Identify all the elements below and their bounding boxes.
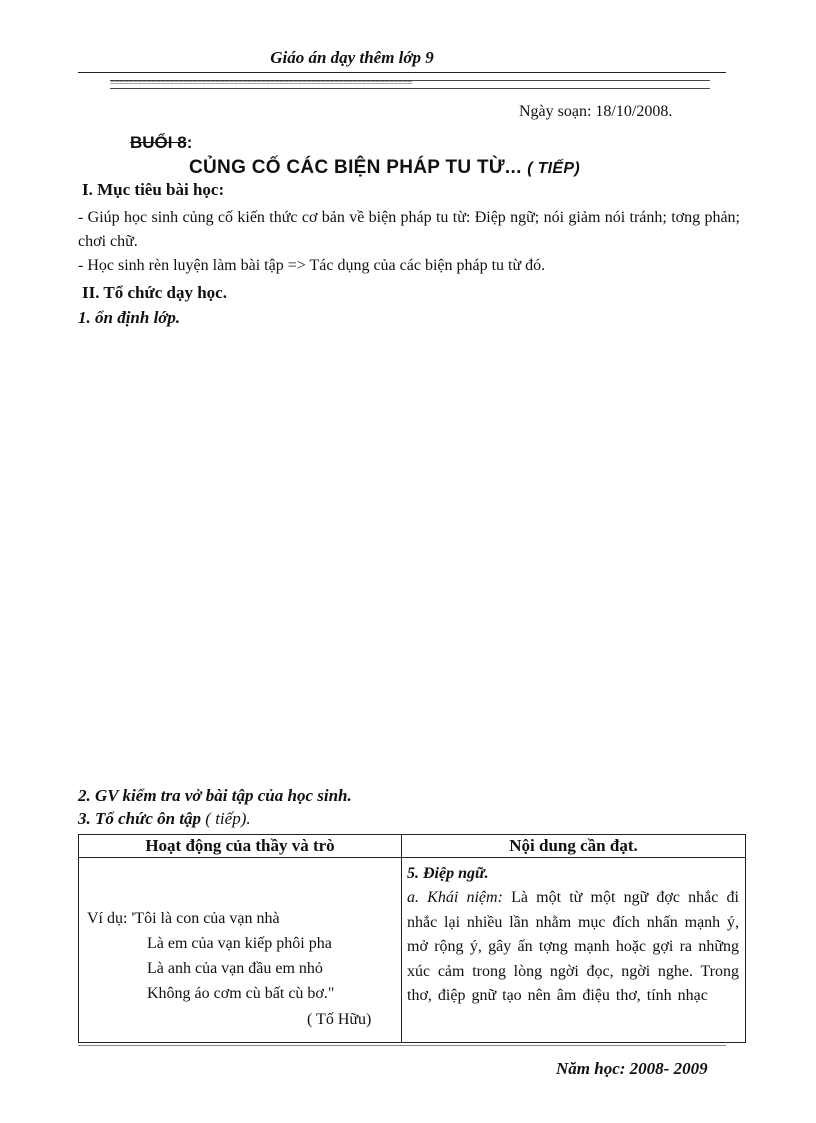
example-line-1: Ví dụ: 'Tôi là con của vạn nhà [87, 910, 280, 927]
step-3-note: ( tiếp). [201, 809, 251, 828]
table-header-row [79, 835, 746, 858]
session-label [130, 133, 192, 153]
example-line-2: Là em của vạn kiếp phôi pha [147, 935, 332, 952]
header-rule [78, 72, 726, 73]
step-1-class-setup: 1. ổn định lớp. [78, 308, 181, 327]
content-cell [402, 858, 746, 1043]
step-2-homework-check: 2. GV kiểm tra vở bài tập của học sinh. [78, 786, 352, 805]
step-3-label: 3. Tổ chức ôn tập [78, 809, 202, 828]
footer-rule [78, 1042, 726, 1043]
header-activities: Hoạt động của thầy và trò [79, 835, 402, 858]
date-prepared: Ngày soạn: 18/10/2008. [519, 103, 673, 120]
step-3-review [78, 809, 251, 829]
lesson-table [78, 834, 746, 1043]
example-author: ( Tố Hữu) [307, 1011, 372, 1028]
definition-text: Là một từ một ngữ đợc nhắc đi nhắc lại nhiều lần nhằm mục đích nhấn mạnh ý, mở rộng ý, gây ấn tợng mạnh hoặc gợi ra những xúc cảm trong lòng ngời đọc, ngời nghe. Trong thơ, điệp gnữ tạo nên âm điệu thơ, tính nhạc [407, 889, 739, 1004]
separator-line-lower [110, 88, 710, 89]
footer-rule-double [78, 1045, 726, 1046]
example-line-4: Không áo cơm cù bất cù bơ." [147, 985, 335, 1002]
session-number: BUỔI 8 [130, 133, 187, 152]
session-colon: : [186, 133, 193, 152]
objective-paragraph-1: - Giúp học sinh củng cố kiến thức cơ bản về biện pháp tu từ: Điệp ngữ; nói giảm nói tránh; tơng phản; chơi chữ. [78, 209, 740, 250]
separator-text: ================================================================== [110, 78, 412, 88]
activities-cell [79, 858, 402, 1043]
header-content: Nội dung cần đạt. [402, 835, 746, 858]
page-header-title: Giáo án dạy thêm lớp 9 [270, 48, 434, 67]
section-objectives-heading: I. Mục tiêu bài học: [82, 180, 225, 199]
table-row [79, 858, 746, 1043]
objective-paragraph-2: - Học sinh rèn luyện làm bài tập => Tác dụng của các biện pháp tu từ đó. [78, 257, 546, 274]
example-line-3: Là anh của vạn đầu em nhỏ [147, 960, 323, 977]
lesson-title-main: CỦNG CỐ CÁC BIỆN PHÁP TU TỪ... [189, 157, 528, 178]
school-year: Năm học: 2008- 2009 [556, 1059, 708, 1078]
lesson-title [189, 157, 580, 179]
content-definition [407, 886, 739, 1009]
lesson-title-sub: ( TIẾP) [527, 160, 580, 177]
definition-label: a. Khái niệm: [407, 889, 503, 906]
section-organization-heading: II. Tổ chức dạy học. [82, 283, 227, 302]
content-heading: 5. Điệp ngữ. [407, 865, 489, 882]
